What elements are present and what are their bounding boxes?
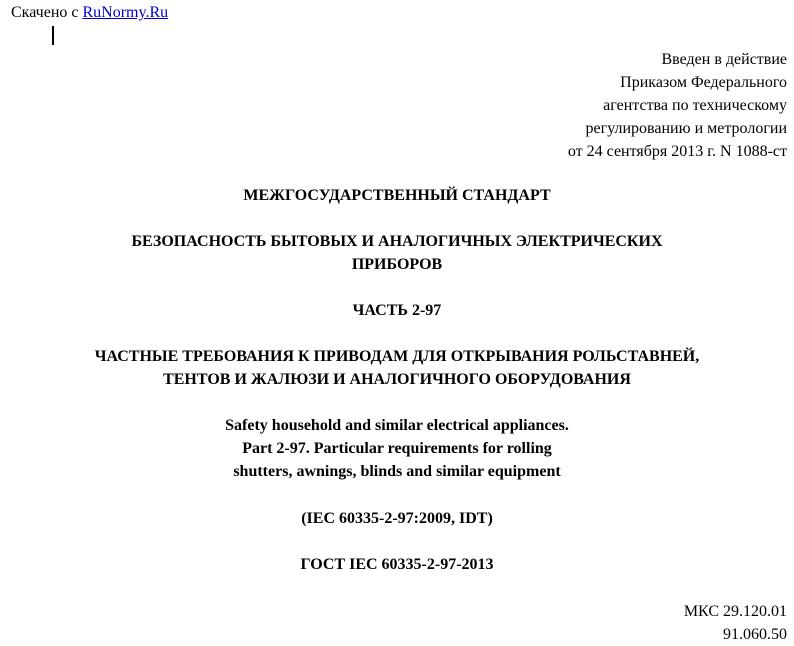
classification-line: МКС 29.120.01	[683, 603, 787, 620]
english-title	[0, 414, 794, 483]
document-title-line: БЕЗОПАСНОСТЬ БЫТОВЫХ И АНАЛОГИЧНЫХ ЭЛЕКТРИЧЕСКИХ	[131, 233, 663, 250]
document-title	[0, 230, 794, 276]
english-title-line: shutters, awnings, blinds and similar equipment	[233, 463, 561, 480]
english-title-line: Part 2-97. Particular requirements for rolling	[242, 440, 552, 457]
decree-block	[568, 48, 787, 163]
document-subtitle-line: ЧАСТНЫЕ ТРЕБОВАНИЯ К ПРИВОДАМ ДЛЯ ОТКРЫВАНИЯ РОЛЬСТАВНЕЙ,	[94, 348, 700, 365]
gost-designation	[0, 553, 794, 576]
gost-designation-text: ГОСТ IEC 60335-2-97-2013	[300, 556, 494, 573]
source-link[interactable]: RuNormy.Ru	[82, 4, 169, 21]
document-part-text: ЧАСТЬ 2-97	[352, 302, 442, 319]
document-part	[0, 299, 794, 322]
decree-line: Введен в действие	[661, 51, 787, 68]
english-title-line: Safety household and similar electrical appliances.	[225, 417, 569, 434]
iec-reference-text: (IEC 60335-2-97:2009, IDT)	[301, 510, 493, 527]
standard-type	[0, 184, 794, 207]
text-cursor	[52, 26, 54, 45]
decree-line: от 24 сентября 2013 г. N 1088-ст	[567, 143, 787, 160]
decree-line: агентства по техническому	[603, 97, 787, 114]
document-subtitle	[0, 345, 794, 391]
source-prefix: Скачено с	[11, 4, 79, 21]
decree-line: регулированию и метрологии	[585, 120, 787, 137]
standard-type-text: МЕЖГОСУДАРСТВЕННЫЙ СТАНДАРТ	[243, 187, 551, 204]
iec-reference	[0, 507, 794, 530]
classification-line: 91.060.50	[723, 626, 787, 643]
classification-codes	[684, 600, 787, 646]
document-title-line: ПРИБОРОВ	[351, 256, 443, 273]
decree-line: Приказом Федерального	[620, 74, 787, 91]
source-line	[11, 4, 168, 22]
document-subtitle-line: ТЕНТОВ И ЖАЛЮЗИ И АНАЛОГИЧНОГО ОБОРУДОВАНИЯ	[163, 371, 631, 388]
